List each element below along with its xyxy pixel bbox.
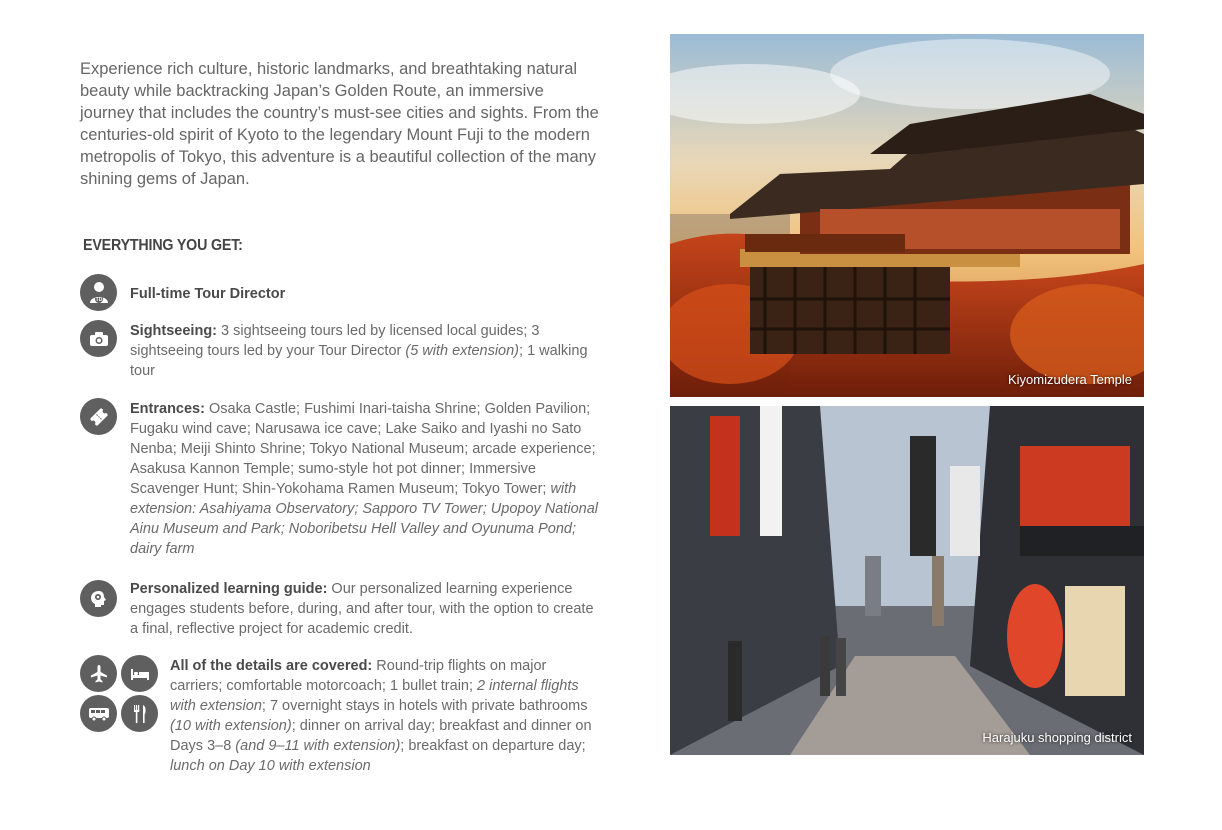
item-description [130, 579, 600, 639]
item-title: Sightseeing: [130, 323, 218, 339]
photo-harajuku-shopping-district [670, 406, 1144, 755]
item-text-italic: (10 with extension) [170, 718, 292, 734]
item-text: ; 7 overnight stays in hotels with private bathrooms [261, 698, 588, 714]
item-text: 3 sightseeing tours led by licensed local guides; 3 sightseeing tours led by your Tour Director [130, 323, 540, 359]
bed-icon [121, 655, 158, 692]
list-item-learning-guide [80, 578, 600, 642]
item-title: Entrances: [130, 401, 205, 417]
list-item-entrances [80, 398, 600, 562]
intro-paragraph: Experience rich culture, historic landmarks, and breathtaking natural beauty while backtracking Japan’s Golden Route, an immersive journey that includes the country’s must-see cities and sights. From the centuries-old spirit of Kyoto to the legendary Mount Fuji to the modern metropolis of Tokyo, this adventure is a beautiful collection of the many shining gems of Japan. [80, 60, 599, 188]
street-illustration [670, 406, 1144, 755]
photo-caption: Kiyomizudera Temple [1007, 372, 1132, 387]
item-description [170, 656, 600, 776]
item-text-italic: with extension: Asahiyama Observatory; Sapporo TV Tower; Upopoy National Ainu Museum and Park; Noboribetsu Hell Valley and Oyunuma Pond; dairy farm [130, 481, 599, 557]
list-item-details [80, 655, 600, 779]
item-text: Round-trip flights on major carriers; comfortable motorcoach; 1 bullet train; [170, 658, 547, 694]
camera-icon [80, 320, 117, 357]
item-title: Personalized learning guide: [130, 581, 328, 597]
item-text: Osaka Castle; Fushimi Inari-taisha Shrine; Golden Pavilion; Fugaku wind cave; Narusawa ice cave; Lake Saiko and Iyashi no Sato Nenba; Meiji Shinto Shrine; Tokyo National Museum; arcade experience; Asakusa Kannon Temple; sumo-style hot pot dinner; Immersive Scavenger Hunt; Shin-Yokohama Ramen Museum; Tokyo Tower; [130, 401, 596, 497]
airplane-icon [80, 655, 117, 692]
item-text-italic: (5 with extension) [405, 343, 520, 359]
ticket-icon [80, 398, 117, 435]
item-description [130, 321, 600, 381]
list-item-sightseeing [80, 320, 600, 384]
item-text-italic: (and 9–11 with extension) [235, 738, 401, 754]
item-text-tail: ; 1 walking tour [130, 343, 588, 379]
section-heading: EVERYTHING YOU GET: [83, 237, 243, 254]
bus-icon [80, 695, 117, 732]
photo-kiyomizudera-temple [670, 34, 1144, 397]
photo-caption: Harajuku shopping district [982, 730, 1132, 745]
utensils-icon [121, 695, 158, 732]
item-text: Our personalized learning experience engages students before, during, and after tour, with the option to create a final, reflective project for academic credit. [130, 581, 594, 637]
item-text: ; dinner on arrival day; breakfast and dinner on Days 3–8 [170, 718, 592, 754]
tour-director-icon [80, 274, 117, 311]
list-item-tour-director [80, 274, 600, 314]
item-text-italic: lunch on Day 10 with extension [170, 758, 371, 774]
learning-guide-icon [80, 580, 117, 617]
temple-illustration [670, 34, 1144, 397]
item-text: ; breakfast on departure day; [400, 738, 586, 754]
item-title: All of the details are covered: [170, 658, 373, 674]
item-text-italic: 2 internal flights with extension [170, 678, 579, 714]
item-title: Full-time Tour Director [130, 286, 286, 302]
item-description [130, 399, 600, 559]
svg-text:TD: TD [95, 296, 102, 303]
